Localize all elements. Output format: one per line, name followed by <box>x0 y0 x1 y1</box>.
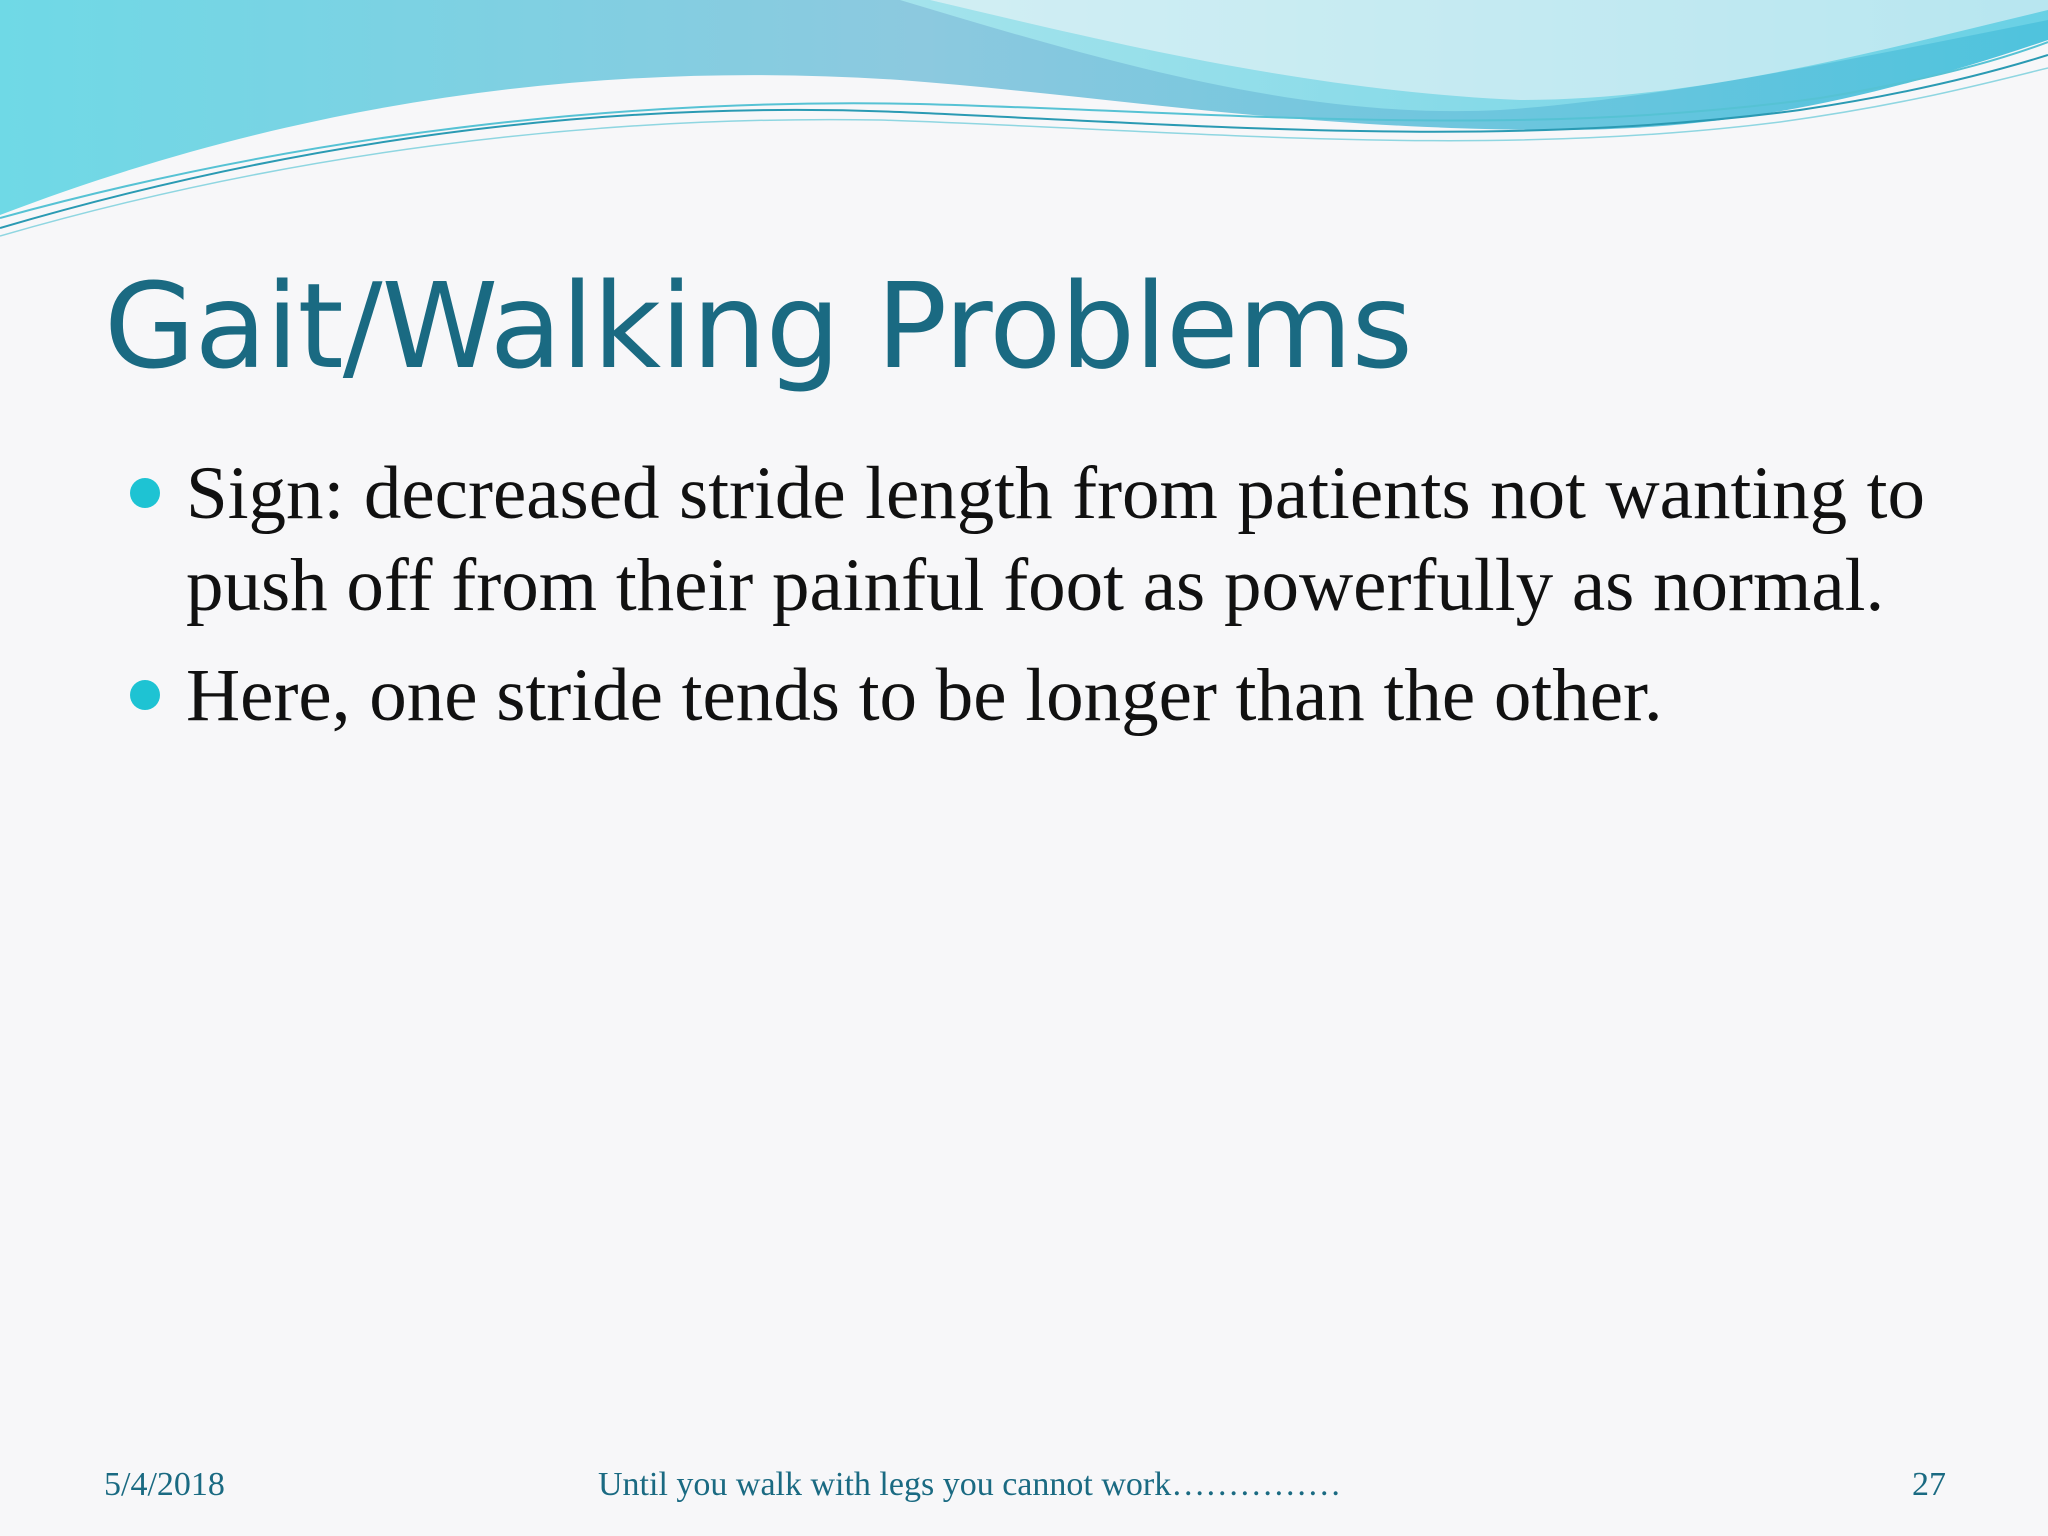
footer-date: 5/4/2018 <box>104 1466 225 1503</box>
slide-title: Gait/Walking Problems <box>104 257 1412 395</box>
bullet-item <box>130 448 1925 632</box>
bullet-text: Here, one stride tends to be longer than the other. <box>186 654 1663 737</box>
bullet-item <box>130 650 1925 742</box>
footer-page-number: 27 <box>1912 1466 1946 1503</box>
bullet-list <box>130 448 1925 760</box>
footer-text: Until you walk with legs you cannot work…………… <box>598 1466 1342 1503</box>
bullet-dot-icon <box>130 680 160 710</box>
decorative-wave-header <box>0 0 2048 260</box>
bullet-text: Sign: decreased stride length from patients not wanting to push off from their painful foot as powerfully as normal. <box>186 452 1925 627</box>
bullet-dot-icon <box>130 478 160 508</box>
